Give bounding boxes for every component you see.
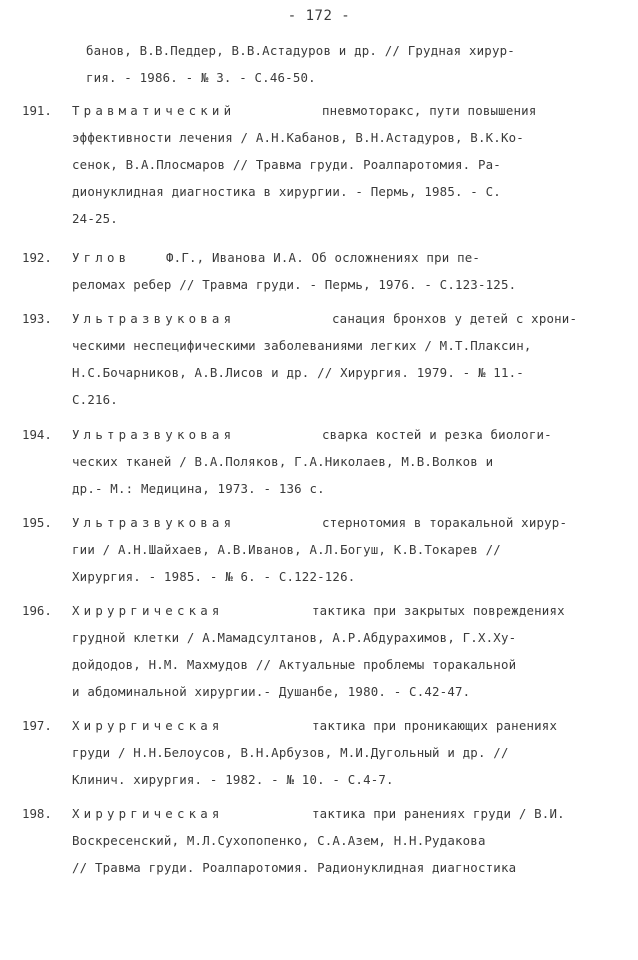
entry-192-line-2: реломах ребер // Травма груди. - Пермь, 1976. - С.123-125. <box>72 277 517 292</box>
entry-0-line-1: банов, В.В.Педдер, В.В.Астадуров и др. // Грудная хирур- <box>86 43 515 58</box>
entry-193-line-3: Н.С.Бочарников, А.В.Лисов и др. // Хирургия. 1979. - № 11.- <box>72 365 524 380</box>
entry-196-head: Хирургическая <box>72 603 224 618</box>
entry-195-line-3: Хирургия. - 1985. - № 6. - С.122-126. <box>72 569 356 584</box>
entry-191-line-4: дионуклидная диагностика в хирургии. - Пермь, 1985. - С. <box>72 184 501 199</box>
entry-192-number: 192. <box>22 250 52 265</box>
entry-193-line-4: С.216. <box>72 392 118 407</box>
entry-194-line-1: сварка костей и резка биологи- <box>322 427 552 442</box>
entry-193-line-2: ческими неспецифическими заболеваниями легких / М.Т.Плаксин, <box>72 338 532 353</box>
entry-191-head: Травматический <box>72 103 236 118</box>
entry-193-number: 193. <box>22 311 52 326</box>
entry-196-number: 196. <box>22 603 52 618</box>
entry-197-line-1: тактика при проникающих ранениях <box>312 718 558 733</box>
entry-193-line-1: санация бронхов у детей с хрони- <box>332 311 578 326</box>
entry-193-head: Ультразвуковая <box>72 311 236 326</box>
entry-197-number: 197. <box>22 718 52 733</box>
entry-192-line-1: Ф.Г., Иванова И.А. Об осложнениях при пе- <box>166 250 481 265</box>
entry-195-line-2: гии / А.Н.Шайхаев, А.В.Иванов, А.Л.Богуш, К.В.Токарев // <box>72 542 501 557</box>
entry-194-number: 194. <box>22 427 52 442</box>
entry-198-line-3: // Травма груди. Роалпаротомия. Радионуклидная диагностика <box>72 860 517 875</box>
entry-197-line-2: груди / Н.Н.Белоусов, В.Н.Арбузов, М.И.Дугольный и др. // <box>72 745 509 760</box>
entry-195-head: Ультразвуковая <box>72 515 236 530</box>
entry-198-line-1: тактика при ранениях груди / В.И. <box>312 806 565 821</box>
entry-196-line-1: тактика при закрытых повреждениях <box>312 603 565 618</box>
entry-191-line-5: 24-25. <box>72 211 118 226</box>
entry-192-head: Углов <box>72 250 131 265</box>
entry-191-line-1: пневмоторакс, пути повышения <box>322 103 537 118</box>
entry-191-line-2: эффективности лечения / А.Н.Кабанов, В.Н.Астадуров, В.К.Ко- <box>72 130 524 145</box>
entry-198-line-2: Воскресенский, М.Л.Сухопопенко, С.А.Азем, Н.Н.Рудакова <box>72 833 486 848</box>
entry-195-line-1: стернотомия в торакальной хирур- <box>322 515 568 530</box>
entry-0-line-2: гия. - 1986. - № 3. - С.46-50. <box>86 70 316 85</box>
entry-198-number: 198. <box>22 806 52 821</box>
entry-194-line-3: др.- М.: Медицина, 1973. - 136 с. <box>72 481 325 496</box>
entry-196-line-2: грудной клетки / А.Мамадсултанов, А.Р.Абдурахимов, Г.Х.Ху- <box>72 630 517 645</box>
entry-194-head: Ультразвуковая <box>72 427 236 442</box>
entry-197-head: Хирургическая <box>72 718 224 733</box>
page-number: - 172 - <box>287 8 351 24</box>
entry-197-line-3: Клинич. хирургия. - 1982. - № 10. - С.4-7. <box>72 772 394 787</box>
entry-196-line-3: дойдодов, Н.М. Махмудов // Актуальные проблемы торакальной <box>72 657 517 672</box>
entry-195-number: 195. <box>22 515 52 530</box>
entry-196-line-4: и абдоминальной хирургии.- Душанбе, 1980. - С.42-47. <box>72 684 471 699</box>
entry-194-line-2: ческих тканей / В.А.Поляков, Г.А.Николаев, М.В.Волков и <box>72 454 494 469</box>
entry-191-line-3: сенок, В.А.Плосмаров // Травма груди. Роалпаротомия. Ра- <box>72 157 501 172</box>
entry-191-number: 191. <box>22 103 52 118</box>
entry-198-head: Хирургическая <box>72 806 224 821</box>
